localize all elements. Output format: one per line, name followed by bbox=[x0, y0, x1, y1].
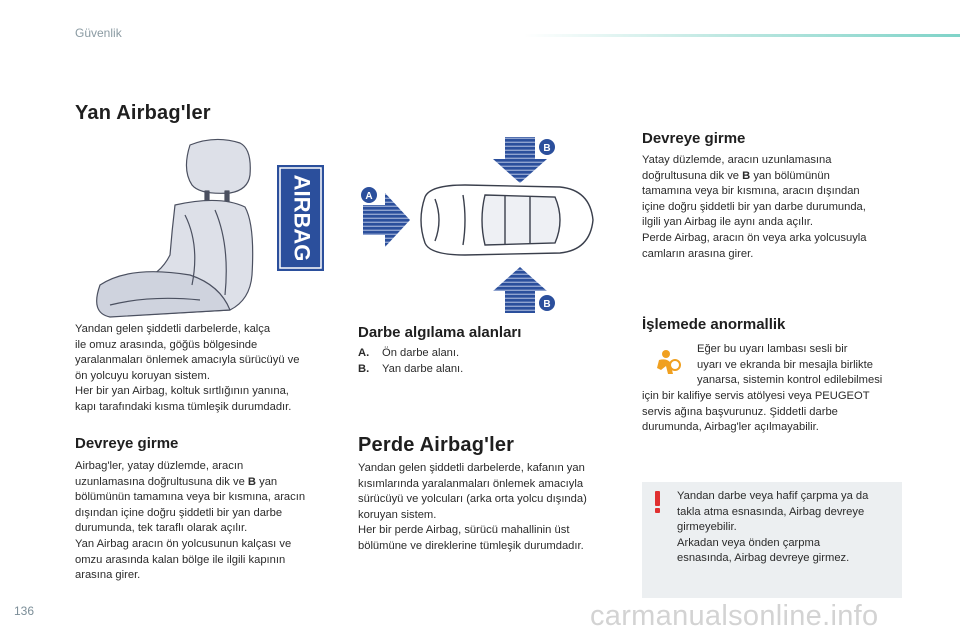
section-header: Güvenlik bbox=[75, 26, 122, 40]
curtain-deploy-title: Devreye girme bbox=[642, 130, 746, 147]
detection-item-front-text: Ön darbe alanı. bbox=[382, 347, 460, 359]
impact-zones-diagram bbox=[355, 135, 610, 320]
page-number: 136 bbox=[14, 604, 35, 618]
curtain-deploy-text-part1: Yatay düzlemde, aracın uzunlamasına doğrultusuna dik ve bbox=[642, 154, 832, 182]
marker-b-top-label: B bbox=[543, 143, 551, 154]
detection-item-front-key: A. bbox=[358, 347, 370, 359]
side-impact-arrow-bottom bbox=[493, 267, 547, 313]
watermark: carmanualsonline.info bbox=[590, 600, 879, 632]
marker-b-bottom-label: B bbox=[543, 299, 551, 310]
curtain-deploy-text bbox=[642, 153, 912, 262]
airbag-label-text: AIRBAG bbox=[289, 174, 315, 262]
side-deploy-title: Devreye girme bbox=[75, 435, 179, 452]
side-deploy-text-part2: yan bölümünün tamamına veya bir kısmına, aracın dışından içine doğru şiddetli bir yan darbe durumunda, tek taraflı olarak açılır. Yan Airbag aracın ön yolcusunun kalçası ve omzu arasında kalan bölge ile ilgili kapının arasına girer. bbox=[75, 475, 306, 582]
side-deploy-text bbox=[75, 459, 350, 584]
airbag-label-box bbox=[277, 165, 324, 271]
detection-title: Darbe algılama alanları bbox=[358, 324, 522, 341]
fault-title: İşlemede anormallik bbox=[642, 316, 786, 333]
marker-a bbox=[361, 187, 377, 203]
fault-text-indented: Eğer bu uyarı lambası sesli bir uyarı ve ekranda bir mesajla birlikte yanarsa, sistemin kontrol edilebilmesi bbox=[697, 343, 883, 387]
side-airbags-title: Yan Airbag'ler bbox=[75, 102, 211, 124]
side-impact-arrow-top bbox=[493, 137, 547, 183]
header-accent-bar bbox=[524, 34, 960, 37]
side-airbags-intro: Yandan gelen şiddetli darbelerde, kalça ile omuz arasında, göğüs bölgesinde yaralanmaları önlemek amacıyla sürücüyü ve ön yolcuyu koruyan sistem. Her bir yan Airbag, koltuk sırtlığının yanına, kapı tarafındaki kısma tümleşik durumdadır. bbox=[75, 323, 300, 413]
detection-item-side-key: B. bbox=[358, 363, 370, 375]
curtain-deploy-zone-key: B bbox=[742, 169, 751, 182]
marker-b-bottom bbox=[539, 295, 555, 311]
curtain-deploy-text-part2: yan bölümünün tamamına veya bir kısmına, aracın dışından içine doğru şiddetli bir yan darbe durumunda, ilgili yan Airbag ile aynı anda açılır. Perde Airbag, aracın ön veya arka yolcusuyla camların arasına girer. bbox=[642, 169, 867, 260]
airbag-warning-light-icon bbox=[651, 348, 681, 378]
marker-a-label: A bbox=[365, 191, 373, 202]
note-text: Yandan darbe veya hafif çarpma ya da takla atma esnasında, Airbag devreye girmeyebilir. Arkadan veya önden çarpma esnasında, Airbag devreye girmez. bbox=[677, 490, 869, 565]
exclamation-icon bbox=[651, 489, 665, 515]
marker-b-top bbox=[539, 139, 555, 155]
car-top-view bbox=[421, 185, 593, 255]
detection-item-side-text: Yan darbe alanı. bbox=[382, 363, 464, 375]
side-deploy-text-part1: Airbag'ler, yatay düzlemde, aracın uzunlamasına doğrultusuna dik ve bbox=[75, 460, 245, 488]
fault-text: için bir kalifiye servis atölyesi veya PEUGEOT servis ağına başvurunuz. Şiddetli darbe durumunda, Airbag'ler açılmayabilir. bbox=[642, 390, 870, 434]
airbag-label-graphic bbox=[277, 165, 324, 271]
curtain-title: Perde Airbag'ler bbox=[358, 434, 515, 456]
side-deploy-zone-key: B bbox=[247, 475, 256, 488]
curtain-text: Yandan gelen şiddetli darbelerde, kafanın yan kısımlarında yaralanmaları önlemek amacıyla sürücüyü ve yolcuları (arka orta yolcu dışında) koruyan sistem. Her bir perde Airbag, sürücü mahallinin üst bölümüne ve direklerine tümleşik durumdadır. bbox=[358, 462, 587, 552]
detection-item-side bbox=[358, 362, 463, 378]
detection-item-front bbox=[358, 346, 459, 362]
